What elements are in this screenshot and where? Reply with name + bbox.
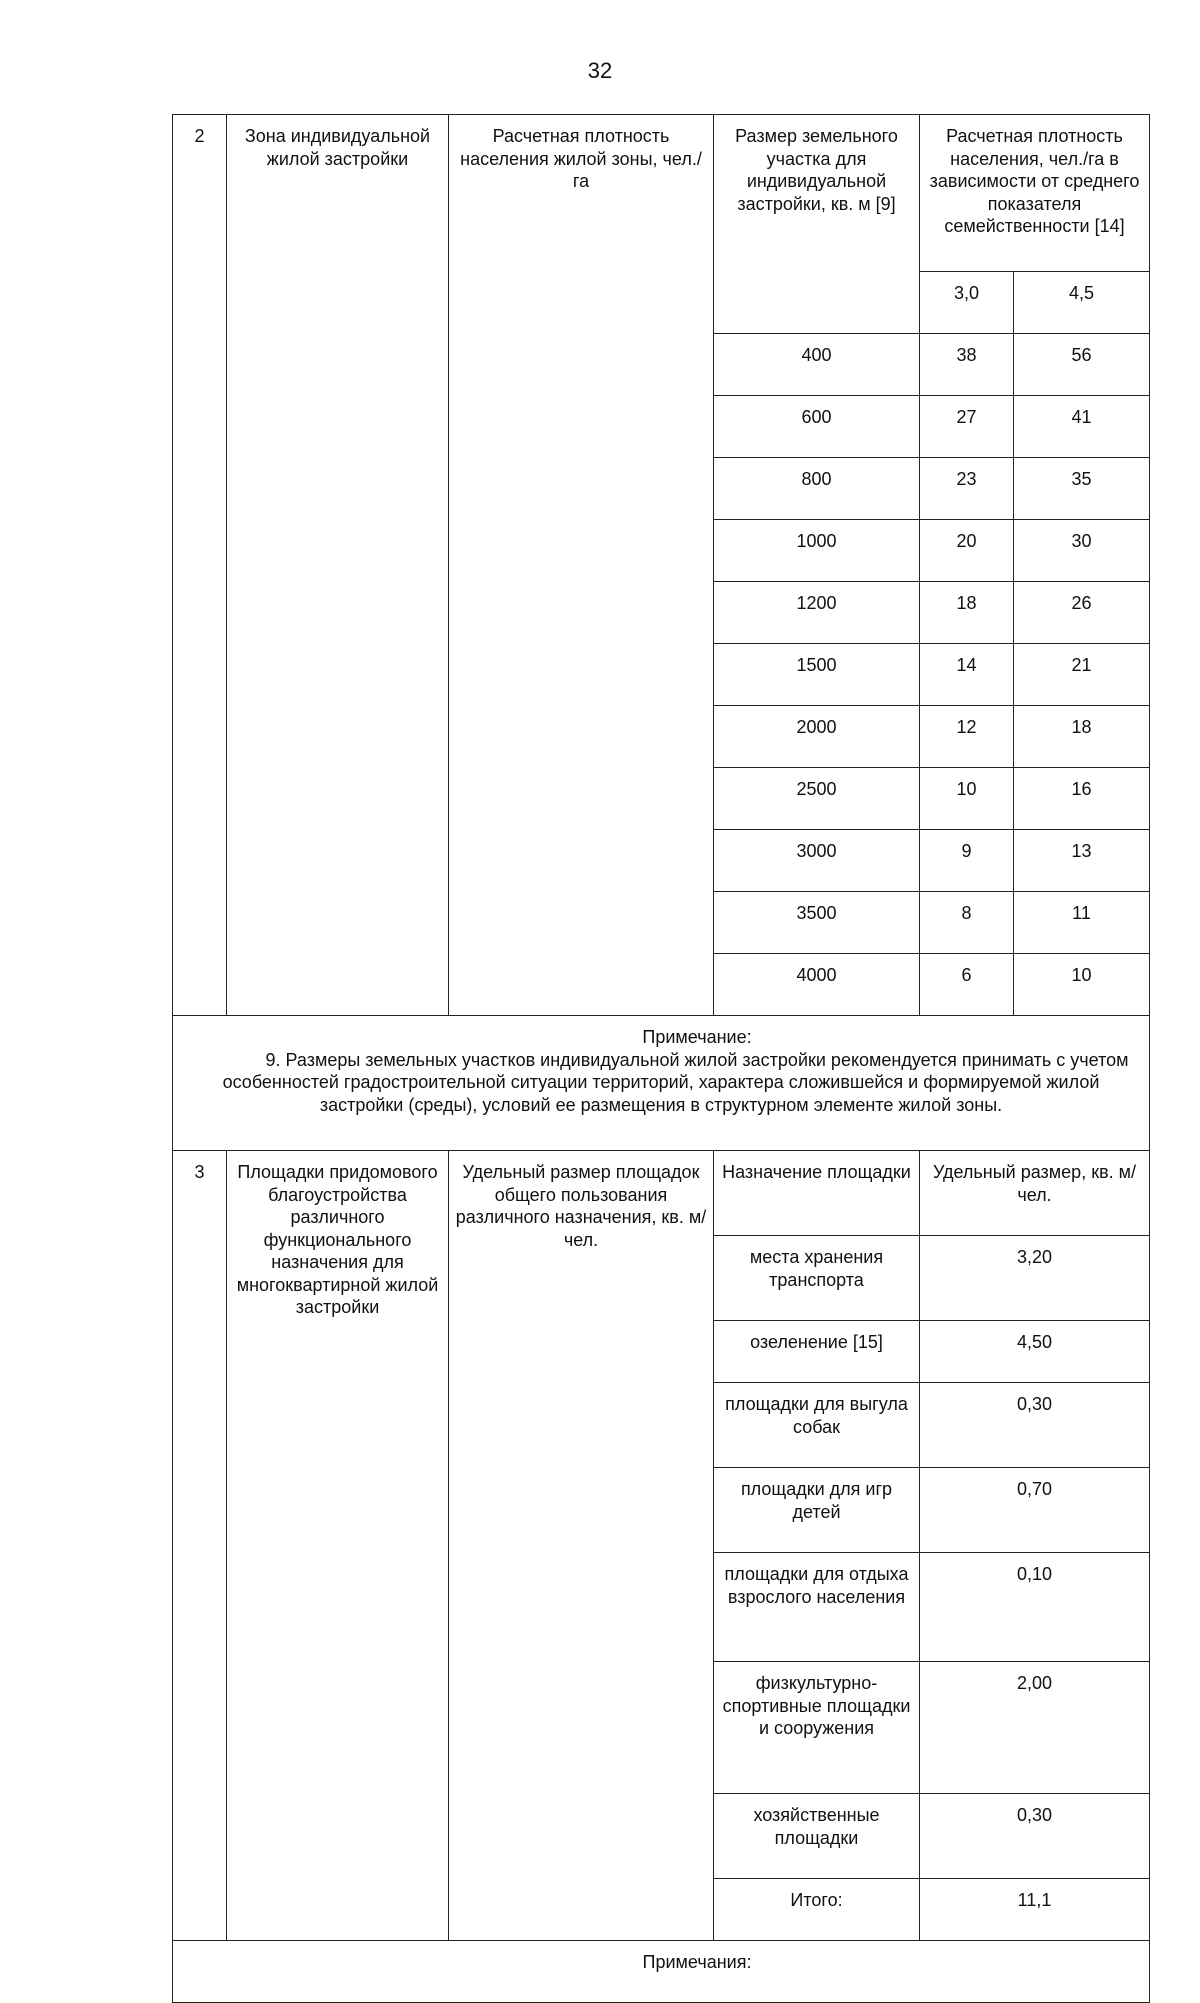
row-3-header [173, 1151, 1150, 1236]
density-3-0-cell: 27 [920, 396, 1014, 458]
density-4-5-cell: 10 [1014, 954, 1150, 1016]
unit-size-cell: 0,30 [920, 1383, 1150, 1468]
purpose-cell: физкультурно-спортивные площадки и сооружения [714, 1662, 920, 1794]
density-4-5-cell: 35 [1014, 458, 1150, 520]
density-4-5-cell: 41 [1014, 396, 1150, 458]
density-3-0-cell: 12 [920, 706, 1014, 768]
norms-table [172, 114, 1150, 2003]
density-3-0-cell: 10 [920, 768, 1014, 830]
unit-size-cell: 0,70 [920, 1468, 1150, 1553]
density-4-5-cell: 30 [1014, 520, 1150, 582]
density-3-0-cell: 38 [920, 334, 1014, 396]
plot-size-cell: 2000 [714, 706, 920, 768]
plot-size-cell: 600 [714, 396, 920, 458]
density-4-5-cell: 13 [1014, 830, 1150, 892]
unit-size-cell: 4,50 [920, 1321, 1150, 1383]
row-number: 2 [173, 115, 227, 1016]
purpose-cell: площадки для игр детей [714, 1468, 920, 1553]
density-4-5-cell: 26 [1014, 582, 1150, 644]
density-4-5-cell: 11 [1014, 892, 1150, 954]
density-3-0-cell: 9 [920, 830, 1014, 892]
note-text: 9. Размеры земельных участков индивидуальной жилой застройки рекомендуется принимать с учетом особенностей градостроительной ситуации территорий, характера сложившейся и формируемой жилой застройки (среды), условий ее размещения в структурном элементе жилой зоны. [222, 1049, 1129, 1115]
plot-size-cell: 800 [714, 458, 920, 520]
subheader-family-3-0: 3,0 [920, 272, 1014, 334]
plot-size-cell: 3000 [714, 830, 920, 892]
column-header-purpose: Назначение площадки [714, 1151, 920, 1236]
density-4-5-cell: 18 [1014, 706, 1150, 768]
zone-name: Площадки придомового благоустройства различного функционального назначения для многоквартирной жилой застройки [227, 1151, 449, 1941]
column-header-plot-size: Размер земельного участка для индивидуальной застройки, кв. м [9] [714, 115, 920, 334]
total-label: Итого: [714, 1879, 920, 1941]
density-3-0-cell: 18 [920, 582, 1014, 644]
density-3-0-cell: 23 [920, 458, 1014, 520]
plot-size-cell: 1200 [714, 582, 920, 644]
purpose-cell: площадки для выгула собак [714, 1383, 920, 1468]
density-4-5-cell: 56 [1014, 334, 1150, 396]
density-3-0-cell: 14 [920, 644, 1014, 706]
row-number: 3 [173, 1151, 227, 1941]
column-header-unit-size: Удельный размер, кв. м/чел. [920, 1151, 1150, 1236]
note-block [173, 1941, 1150, 2003]
density-3-0-cell: 8 [920, 892, 1014, 954]
unit-size-cell: 3,20 [920, 1236, 1150, 1321]
density-4-5-cell: 21 [1014, 644, 1150, 706]
note-block [173, 1016, 1150, 1151]
row-3-note [173, 1941, 1150, 2003]
indicator-name: Удельный размер площадок общего пользования различного назначения, кв. м/чел. [449, 1151, 714, 1941]
column-header-density: Расчетная плотность населения, чел./га в зависимости от среднего показателя семейственности [14] [920, 115, 1150, 272]
indicator-name: Расчетная плотность населения жилой зоны, чел./га [449, 115, 714, 1016]
total-value: 11,1 [920, 1879, 1150, 1941]
purpose-cell: площадки для отдыха взрослого населения [714, 1553, 920, 1662]
purpose-cell: хозяйственные площадки [714, 1794, 920, 1879]
plot-size-cell: 2500 [714, 768, 920, 830]
density-4-5-cell: 16 [1014, 768, 1150, 830]
subheader-family-4-5: 4,5 [1014, 272, 1150, 334]
unit-size-cell: 0,30 [920, 1794, 1150, 1879]
note-title: Примечание: [642, 1027, 752, 1047]
plot-size-cell: 1000 [714, 520, 920, 582]
plot-size-cell: 1500 [714, 644, 920, 706]
plot-size-cell: 3500 [714, 892, 920, 954]
plot-size-cell: 4000 [714, 954, 920, 1016]
note-title: Примечания: [642, 1952, 752, 1972]
page-number: 32 [587, 58, 613, 83]
density-3-0-cell: 20 [920, 520, 1014, 582]
plot-size-cell: 400 [714, 334, 920, 396]
purpose-cell: места хранения транспорта [714, 1236, 920, 1321]
row-2-note [173, 1016, 1150, 1151]
unit-size-cell: 0,10 [920, 1553, 1150, 1662]
purpose-cell: озеленение [15] [714, 1321, 920, 1383]
unit-size-cell: 2,00 [920, 1662, 1150, 1794]
density-3-0-cell: 6 [920, 954, 1014, 1016]
zone-name: Зона индивидуальной жилой застройки [227, 115, 449, 1016]
row-2-header [173, 115, 1150, 272]
